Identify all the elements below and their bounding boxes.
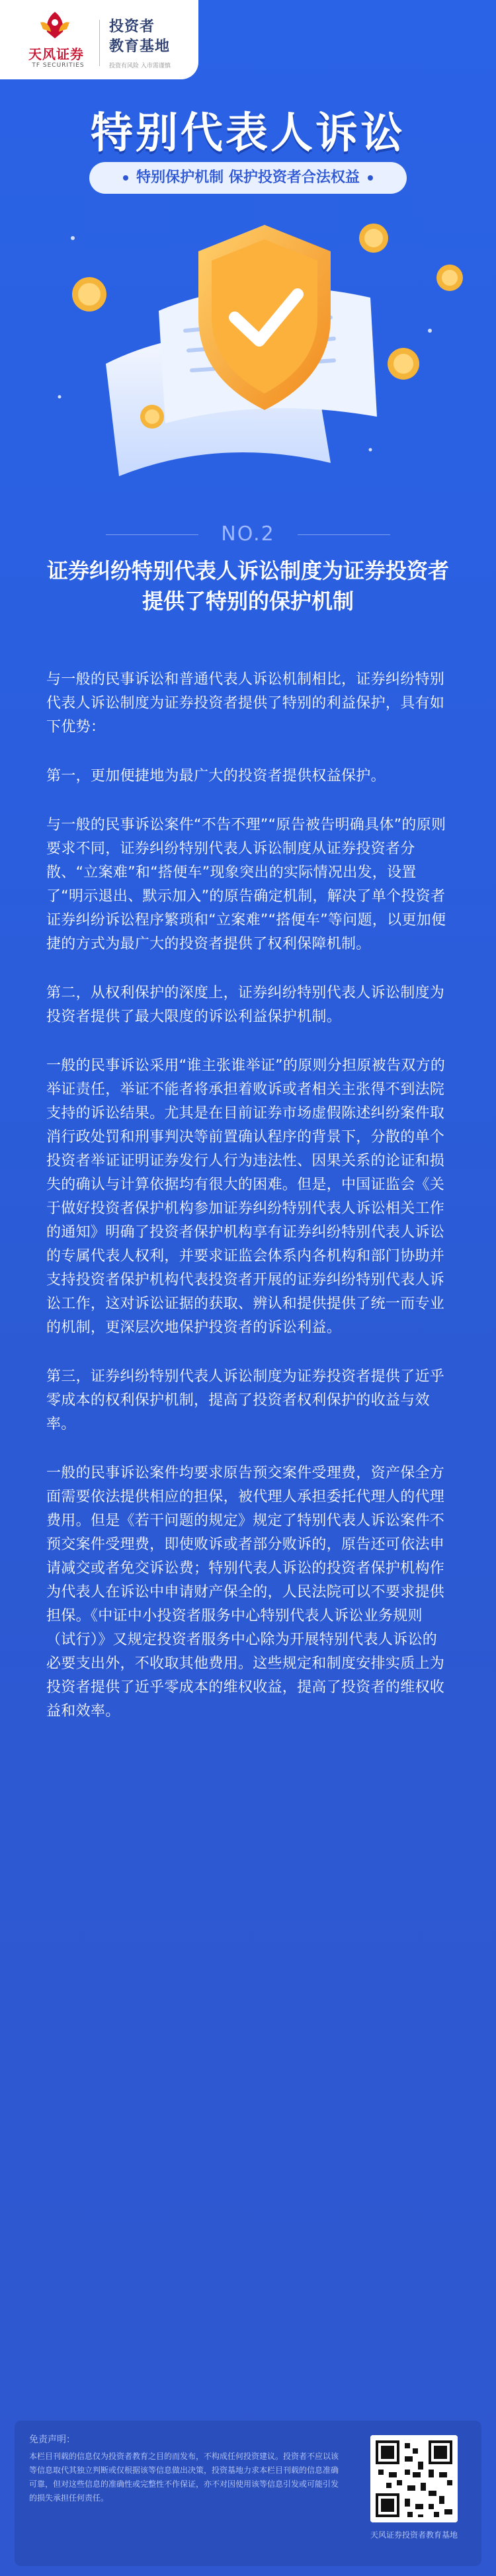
article-body xyxy=(46,668,450,1724)
brand-subname: TF SECURITIES xyxy=(32,62,85,69)
disclaimer-title: 免责声明： xyxy=(29,2434,75,2445)
subtitle: 特别保护机制 保护投资者合法权益 xyxy=(136,169,360,186)
bullet-icon xyxy=(123,175,128,181)
page-title: 特别代表人诉讼 xyxy=(91,109,405,158)
brand-name: 天风证券 xyxy=(28,46,84,62)
paragraph: 与一般的民事诉讼和普通代表人诉讼机制相比，证券纠纷特别代表人诉讼制度为证券投资者提供了特别的利益保护，具有如下优势： xyxy=(46,671,445,735)
qr-code-icon[interactable] xyxy=(370,2435,458,2522)
edu-title-line2: 教育基地 xyxy=(109,38,171,55)
section-number: NO.2 xyxy=(221,522,275,546)
tf-logo-icon xyxy=(36,9,73,41)
edu-slogan: 投资有风险 入市需谨慎 xyxy=(109,63,171,69)
divider-right xyxy=(298,534,390,535)
paragraph: 一般的民事诉讼案件均要求原告预交案件受理费，资产保全方面需要依法提供相应的担保，被代理人承担委托代理人的代理费用。但是《若干问题的规定》规定了特别代表人诉讼案件不预交案件受理费，即使败诉或者部分败诉的，原告还可依法申请减交或者免交诉讼费；特别代表人诉讼的投资者保护机构作为代表人在诉讼中申请财产保全的，人民法院可以不要求提供担保。《中证中小投资者服务中心特别代表人诉讼业务规则（试行）》又规定投资者服务中心除为开展特别代表人诉讼的必要支出外，不收取其他费用。这些规定和制度安排实质上为投资者提供了近乎零成本的维权收益，提高了投资者的维权收益和效率。 xyxy=(46,1465,445,1720)
qr-caption: 天风证券投资者教育基地 xyxy=(370,2530,458,2540)
bullet-icon xyxy=(368,175,373,181)
subtitle-pill xyxy=(89,162,407,194)
disclaimer-box xyxy=(15,2421,481,2566)
paragraph: 第一，更加便捷地为最广大的投资者提供权益保护。 xyxy=(46,768,386,784)
edu-base-title xyxy=(109,17,170,57)
edu-title-line1: 投资者 xyxy=(109,19,155,35)
paragraph: 第三，证券纠纷特别代表人诉讼制度为证券投资者提供了近乎零成本的权利保护机制，提高了投资者权利保护的收益与效率。 xyxy=(46,1368,445,1433)
paragraph: 一般的民事诉讼采用“谁主张谁举证”的原则分担原被告双方的举证责任，举证不能者将承担着败诉或者相关主张得不到法院支持的诉讼结果。尤其是在目前证券市场虚假陈述纠纷案件取消行政处罚和刑事判决等前置确认程序的背景下，分散的单个投资者举证证明证券发行人行为违法性、因果关系的论证和损失的确认与计算依据均有很大的困难。但是，中国证监会《关于做好投资者保护机构参加证券纠纷特别代表人诉讼相关工作的通知》明确了投资者保护机构享有证券纠纷特别代表人诉讼的专属代表人权利，并要求证监会体系内各机构和部门协助并支持投资者保护机构代表投资者开展的证券纠纷特别代表人诉讼工作，这对诉讼证据的获取、辨认和提供提供了统一而专业的机制，更深层次地保护投资者的诉讼利益。 xyxy=(46,1058,446,1336)
divider xyxy=(99,20,100,66)
brand-header xyxy=(0,0,198,79)
disclaimer-text: 本栏目刊载的信息仅为投资者教育之目的而发布，不构成任何投资建议。投资者不应以该等信息取代其独立判断或仅根据该等信息做出决策，投资基地力求本栏目刊载的信息准确可靠，但对这些信息的准确性或完整性不作保证，亦不对因使用该等信息引发或可能引发的损失承担任何责任。 xyxy=(29,2452,339,2503)
paragraph: 与一般的民事诉讼案件“不告不理”“原告被告明确具体”的原则要求不同，证券纠纷特别代表人诉讼制度从证券投资者分散、“立案难”和“搭便车”现象突出的实际情况出发，设置了“明示退出、默示加入”的原告确定机制，解决了单个投资者证券纠纷诉讼程序繁琐和“立案难”“搭便车”等问题，以更加便捷的方式为最广大的投资者提供了权利保障机制。 xyxy=(46,817,446,952)
section-title: 证券纠纷特别代表人诉讼制度为证券投资者提供了特别的保护机制 xyxy=(46,558,449,614)
shield-illustration xyxy=(0,198,496,503)
paragraph: 第二，从权利保护的深度上，证券纠纷特别代表人诉讼制度为投资者提供了最大限度的诉讼利益保护机制。 xyxy=(46,985,445,1025)
